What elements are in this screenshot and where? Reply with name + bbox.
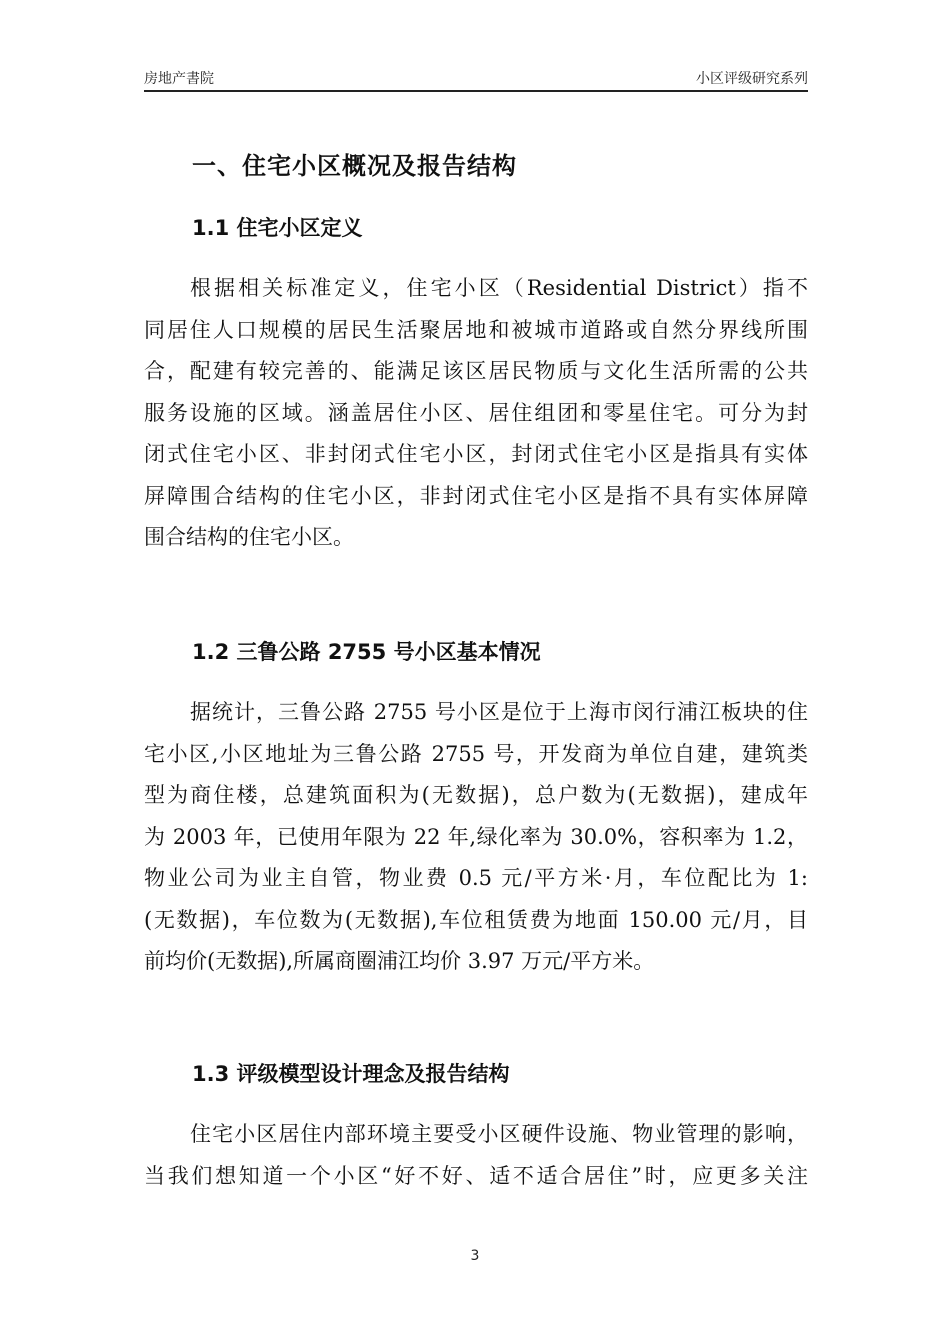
text-line: 围合结构的住宅小区。 [144,525,354,549]
text-line: 合，配建有较完善的、能满足该区居民物质与文化生活所需的公共 [144,359,808,383]
text-line: (无数据)，车位数为(无数据),车位租赁费为地面 150.00 元/月，目 [144,907,808,932]
text-line: 宅小区,小区地址为三鲁公路 2755 号，开发商为单位自建，建筑类 [144,741,808,766]
text-line: 当我们想知道一个小区“好不好、适不适合居住”时，应更多关注 [144,1163,808,1188]
section-heading-1-3: 1.3 评级模型设计理念及报告结构 [192,1062,510,1086]
text-line: 同居住人口规模的居民生活聚居地和被城市道路或自然分界线所围 [144,317,808,342]
page-number: 3 [470,1248,480,1264]
section-heading-1-2: 1.2 三鲁公路 2755 号小区基本情况 [192,640,541,664]
text-line: 型为商住楼，总建筑面积为(无数据)，总户数为(无数据)，建成年 [144,783,808,807]
text-line: 服务设施的区域。涵盖居住小区、居住组团和零星住宅。可分为封 [144,400,808,425]
section-1-3-paragraph [144,1114,808,1197]
text-line: 住宅小区居住内部环境主要受小区硬件设施、物业管理的影响， [190,1122,808,1146]
header-series-title: 小区评级研究系列 [696,71,808,87]
text-line: 为 2003 年，已使用年限为 22 年,绿化率为 30.0%，容积率为 1.2， [144,824,808,849]
text-line: 据统计，三鲁公路 2755 号小区是位于上海市闵行浦江板块的住 [190,700,808,724]
section-1-2-paragraph [144,692,808,983]
text-line: 闭式住宅小区、非封闭式住宅小区，封闭式住宅小区是指具有实体 [144,442,808,466]
header-publisher: 房地产書院 [144,71,214,87]
page-header [144,66,808,92]
text-line: 根据相关标准定义，住宅小区（Residential District）指不 [190,276,808,300]
text-line: 前均价(无数据),所属商圈浦江均价 3.97 万元/平方米。 [144,949,655,973]
section-heading-1-1: 1.1 住宅小区定义 [192,216,363,240]
chapter-title: 一、住宅小区概况及报告结构 [192,152,517,180]
section-1-1-paragraph [144,268,808,559]
text-line: 物业公司为业主自管，物业费 0.5 元/平方米·月，车位配比为 1: [144,866,808,890]
text-line: 屏障围合结构的住宅小区，非封闭式住宅小区是指不具有实体屏障 [144,483,808,508]
